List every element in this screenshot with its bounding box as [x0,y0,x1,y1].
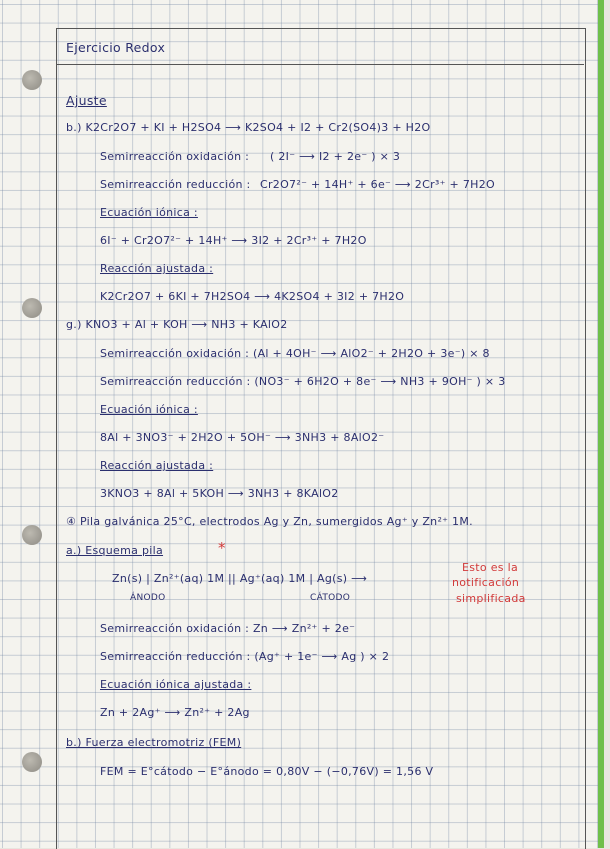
q4-a-label: a.) Esquema pila [66,544,164,557]
catodo-label: CÁTODO [310,593,351,603]
section-heading: Ajuste [66,93,107,108]
b-equation: b.) K2Cr2O7 + KI + H2SO4 ⟶ K2SO4 + I2 + Cr2(SO4)3 + H2O [66,121,431,134]
b-red: Cr2O7²⁻ + 14H⁺ + 6e⁻ ⟶ 2Cr³⁺ + 7H2O [260,178,495,191]
binder-hole [22,70,42,90]
g-adj: 3KNO3 + 8Al + 5KOH ⟶ 3NH3 + 8KAlO2 [100,487,339,500]
b-adj: K2Cr2O7 + 6KI + 7H2SO4 ⟶ 4K2SO4 + 3I2 + 7H2O [100,290,405,303]
q4-b-label: b.) Fuerza electromotriz (FEM) [66,736,242,749]
g-adj-label: Reacción ajustada : [100,459,214,472]
page-edge [598,0,604,848]
anodo-label: ÁNODO [130,593,166,603]
q4-ox: Semirreacción oxidación : Zn ⟶ Zn²⁺ + 2e⁻ [100,622,356,635]
g-ionic: 8Al + 3NO3⁻ + 2H2O + 5OH⁻ ⟶ 3NH3 + 8AlO2⁻ [100,431,385,444]
title-divider [56,64,584,65]
q4-statement: ④ Pila galvánica 25°C, electrodos Ag y Zn, sumergidos Ag⁺ y Zn²⁺ 1M. [66,515,473,528]
note-line-3: simplificada [456,592,526,605]
star-mark: * [218,539,226,557]
g-equation: g.) KNO3 + Al + KOH ⟶ NH3 + KAlO2 [66,318,288,331]
b-ionic: 6I⁻ + Cr2O7²⁻ + 14H⁺ ⟶ 3I2 + 2Cr³⁺ + 7H2O [100,234,367,247]
g-ionic-label: Ecuación iónica : [100,403,198,416]
b-adj-label: Reacción ajustada : [100,262,214,275]
b-ionic-label: Ecuación iónica : [100,206,198,219]
cell-notation: Zn(s) | Zn²⁺(aq) 1M || Ag⁺(aq) 1M | Ag(s) ⟶ [112,572,368,585]
g-red: Semirreacción reducción : (NO3⁻ + 6H2O + 8e⁻ ⟶ NH3 + 9OH⁻ ) × 3 [100,375,506,388]
fem-equation: FEM = E°cátodo − E°ánodo = 0,80V − (−0,76V) = 1,56 V [100,765,434,778]
note-line-2: notificación [452,576,520,589]
q4-ionic-label: Ecuación iónica ajustada : [100,678,252,691]
binder-hole [22,298,42,318]
page-title: Ejercicio Redox [66,40,166,55]
b-red-label: Semirreacción reducción : [100,178,251,191]
q4-ionic: Zn + 2Ag⁺ ⟶ Zn²⁺ + 2Ag [100,706,250,719]
q4-red: Semirreacción reducción : (Ag⁺ + 1e⁻ ⟶ Ag ) × 2 [100,650,390,663]
binder-hole [22,752,42,772]
note-line-1: Esto es la [462,561,519,574]
binder-hole [22,525,42,545]
b-ox: ( 2I⁻ ⟶ I2 + 2e⁻ ) × 3 [270,150,401,163]
b-ox-label: Semirreacción oxidación : [100,150,250,163]
g-ox: Semirreacción oxidación : (Al + 4OH⁻ ⟶ AlO2⁻ + 2H2O + 3e⁻) × 8 [100,347,490,360]
